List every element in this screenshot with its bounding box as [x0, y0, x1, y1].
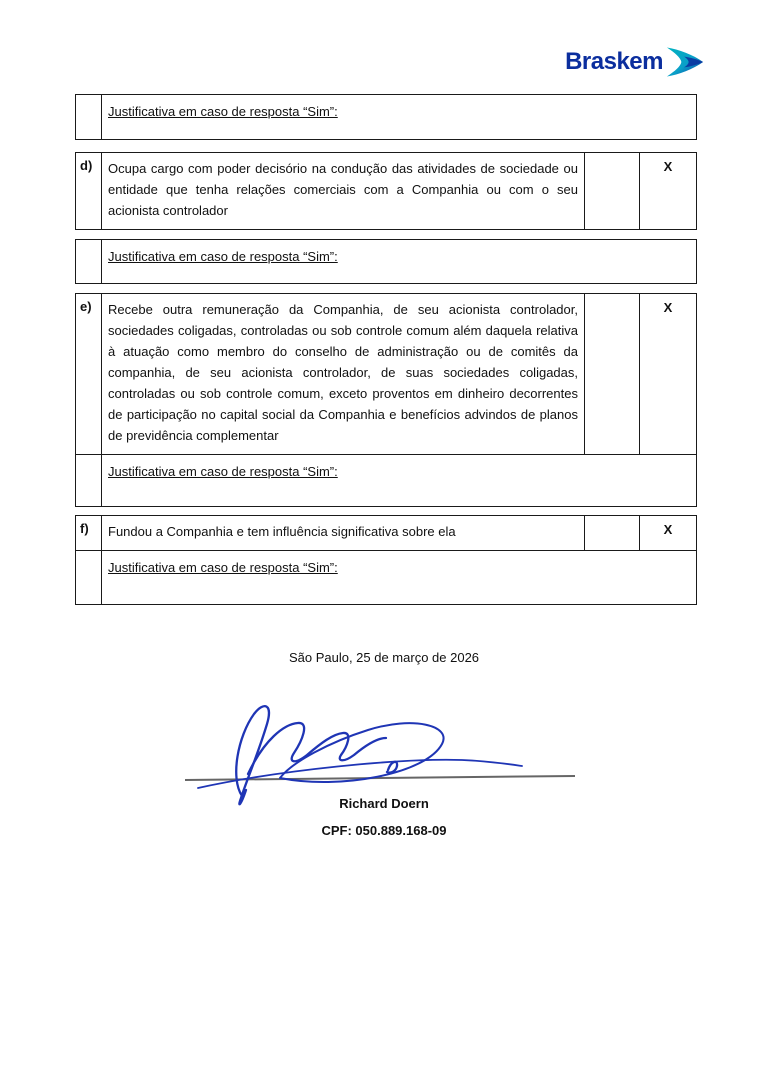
justification-cell [102, 455, 696, 506]
item-letter: e) [76, 294, 102, 454]
declaration-table [75, 94, 697, 613]
item-text: Recebe outra remuneração da Companhia, de seu acionista controlador, sociedades coligadas, controladas ou sob controle comum além daquela relativa à atuação como membro do conselho de administração ou de comitês da companhia, de seu acionista controlador, de suas sociedades coligadas, controladas ou sob controle comum, exceto proventos em dinheiro decorrentes de participação no capital social da Companhia e benefícios advindos de planos de previdência complementar [108, 302, 578, 443]
table-row-d [75, 152, 697, 230]
item-text: Ocupa cargo com poder decisório na condução das atividades de sociedade ou entidade que tenha relações comerciais com a Companhia ou com o seu acionista controlador [108, 161, 578, 218]
justification-row-c [75, 94, 697, 140]
letter-cell-empty [76, 95, 102, 139]
table-row-f [75, 515, 697, 551]
sim-answer-cell [584, 516, 639, 550]
nao-answer-cell: X [639, 153, 696, 229]
nao-answer-cell: X [639, 516, 696, 550]
letter-cell-empty [76, 455, 102, 506]
item-letter: f) [76, 516, 102, 550]
item-text: Fundou a Companhia e tem influência significativa sobre ela [108, 524, 456, 539]
justification-cell [102, 95, 696, 139]
letter-cell-empty [76, 240, 102, 283]
justification-label: Justificativa em caso de resposta “Sim”: [108, 104, 338, 119]
date-line: São Paulo, 25 de março de 2026 [288, 650, 480, 665]
table-group-e [75, 293, 697, 507]
sim-answer-cell [584, 153, 639, 229]
braskem-logo-mark-icon [666, 46, 704, 78]
justification-label: Justificativa em caso de resposta “Sim”: [108, 464, 338, 479]
justification-label: Justificativa em caso de resposta “Sim”: [108, 249, 338, 264]
table-group-f [75, 515, 697, 605]
justification-row-e [75, 455, 697, 507]
sim-answer-cell [584, 294, 639, 454]
braskem-logo [565, 46, 704, 78]
braskem-logo-text: Braskem [565, 48, 663, 75]
table-row-e [75, 293, 697, 455]
signer-name: Richard Doern [339, 796, 429, 811]
signer-cpf: CPF: 050.889.168-09 [321, 823, 447, 838]
letter-cell-empty [76, 551, 102, 604]
justification-label: Justificativa em caso de resposta “Sim”: [108, 560, 338, 575]
justification-row-d [75, 239, 697, 284]
justification-row-f [75, 551, 697, 605]
justification-cell [102, 551, 696, 604]
item-letter: d) [76, 153, 102, 229]
nao-answer-cell: X [639, 294, 696, 454]
justification-cell [102, 240, 696, 283]
